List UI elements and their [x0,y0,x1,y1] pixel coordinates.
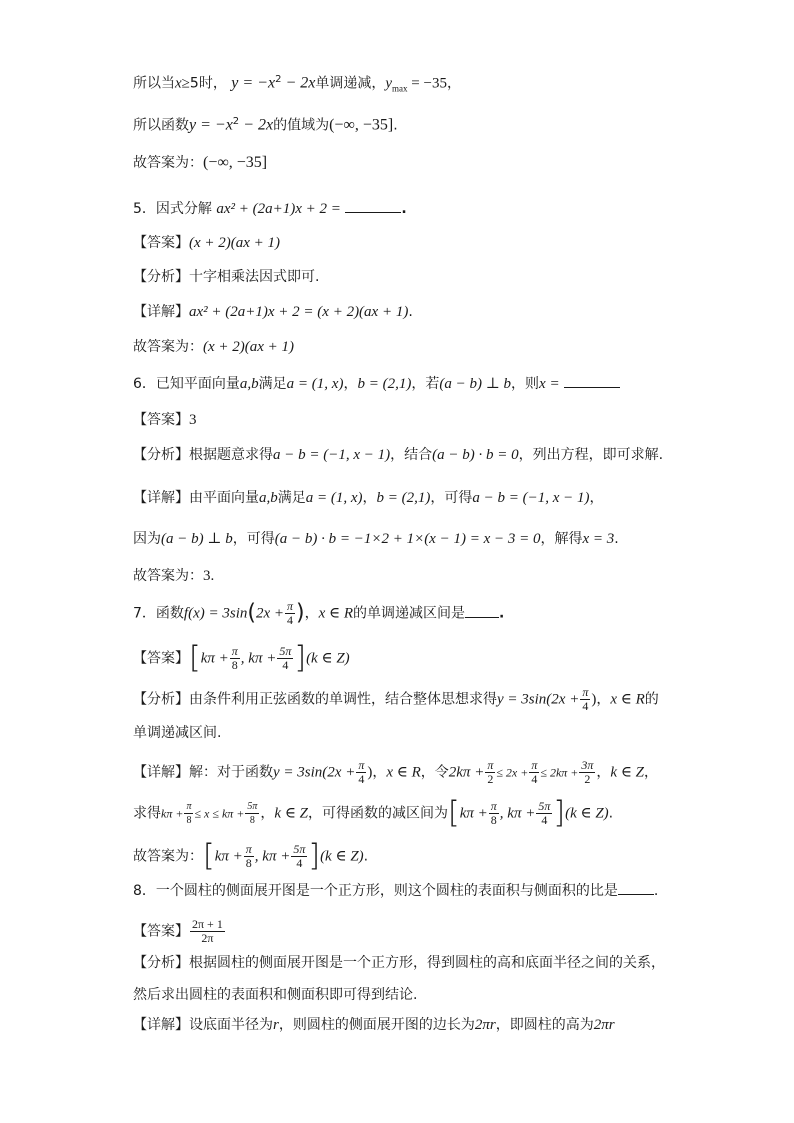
q7-detail [133,759,754,786]
math-expr: kπ + [459,805,488,822]
text: ，则圆柱的侧面展开图的边长为 [278,1017,475,1033]
math-expr: − 2x [281,74,316,92]
detail-tag: 【详解】 [133,1017,189,1033]
text: . [363,848,369,865]
math-expr: b = (2,1) [357,376,412,392]
question-8 [133,880,754,901]
text: ， [372,764,387,781]
q7-final: 故答案为：[kπ + $\frac{\pi}{8}$ , kπ + $\frac{5\pi}{4}$ ](k ∈ Z). [133,838,369,874]
text: 单调递减， [315,75,386,92]
math-expr: 2kπ + [448,764,485,781]
math-expr: − 2x [239,116,274,134]
detail-tag: 【详解】 [133,490,189,506]
answer-tag: 【答案】 [133,235,189,251]
q7-analysis-2 [133,723,754,743]
math-expr: x ∈ R [318,605,354,622]
math-expr: x ∈ R [610,691,645,708]
text: . [608,805,614,822]
math-expr: k ∈ Z [610,764,645,781]
answer-tag: 【答案】 [133,923,189,940]
fraction: $\frac{\pi}{4}$ [358,758,365,786]
math-expr: ax² + (2a+1)x + 2 = (x + 2)(ax + 1) [189,304,409,320]
q5-final [133,337,754,357]
math-expr: a − b = (−1, x − 1) [273,447,391,463]
question-text: 7．函数 [133,605,184,622]
q8-analysis [133,953,754,973]
fraction: $\frac{\pi}{8}$ [186,801,192,826]
text: ， [260,805,275,822]
text: ， [362,490,377,506]
math-expr: (k ∈ Z) [565,805,609,822]
solution-line-monotonic [133,70,754,98]
math-expr: y = −x [231,74,276,92]
math-expr: kπ + [200,650,229,667]
math-expr: (−∞, −35] [329,116,394,134]
text: 所以当 [133,75,175,92]
fraction: $\frac{2\pi + 1}{2\pi}$ [192,917,223,945]
text: ，可得 [232,531,275,547]
fraction: $\frac{\pi}{8}$ [490,799,497,827]
text: 设底面半径为 [189,1017,273,1033]
q6-answer [133,410,754,430]
answer-line [133,153,754,173]
text: 十字相乘法因式即可. [189,269,320,285]
math-expr: , kπ + [240,650,277,667]
analysis-tag: 【分析】 [133,447,189,463]
text: . [408,304,413,320]
text: 的值域为 [273,117,330,134]
math-expr: ≤ x ≤ kπ + [194,806,245,821]
text: 所以函数 [133,117,189,134]
math-expr: a = (1, x) [286,376,344,392]
text: ，解得 [540,531,583,547]
math-expr: a − b = (−1, x − 1) [472,490,590,506]
detail-tag: 【详解】 [133,304,189,320]
text: 的单调递减区间是 [353,605,466,622]
q8-detail [133,1015,754,1035]
math-expr: ≤ 2kπ + [540,765,579,780]
text: ， [304,605,319,622]
math-sub: max [392,83,408,94]
math-var: y [385,75,393,92]
math-expr: 2x + [255,605,284,622]
text: 故答案为： [133,155,203,171]
math-expr: x = 3 [582,531,615,547]
math-expr: a,b [239,376,259,392]
math-op: ≥ [181,75,190,92]
text: ， [644,764,659,781]
question-6 [133,373,754,394]
math-expr: y = −x [189,116,233,134]
text: ， [596,764,611,781]
analysis-tag: 【分析】 [133,269,189,285]
math-expr: ) [591,691,597,708]
text: ，可得 [430,490,473,506]
fraction: $\frac{5\pi}{8}$ [247,801,258,826]
text: 由平面向量 [189,490,259,506]
fraction: $\frac{\pi}{8}$ [245,842,252,870]
fraction: $\frac{\pi}{2}$ [487,758,494,786]
text: 解：对于函数 [189,764,273,781]
math-expr: 2πr [474,1017,496,1033]
question-5 [133,198,754,219]
math-expr: y = 3sin(2x + [497,691,580,708]
math-expr: (x + 2)(ax + 1) [189,235,281,251]
answer-blank [465,603,499,618]
math-expr: kπ + [161,806,184,821]
math-expr: ax² + (2a+1)x + 2 = [216,201,341,217]
text: . [393,117,398,134]
math-expr: 3 [189,412,197,428]
math-exp: 2 [275,74,282,85]
text: 求得 [133,805,161,822]
text: ， [446,75,461,92]
math-expr: a = (1, x) [305,490,363,506]
math-expr: , kπ + [499,805,536,822]
text: ，列出方程，即可求解. [518,447,664,463]
math-expr: ) [367,764,373,781]
text: . [499,605,505,622]
math-exp: 2 [232,116,240,127]
text: . [653,883,659,899]
text: 5时， [189,75,227,92]
text: ，结合 [390,447,433,463]
math-expr: k ∈ Z [274,805,309,822]
math-expr: 2πr [593,1017,615,1033]
fraction: $\frac{5\pi}{4}$ [279,644,292,672]
text: ，可得函数的减区间为 [308,805,449,822]
q6-analysis [133,445,754,465]
text: ，令 [420,764,449,781]
math-expr: 3. [203,568,215,584]
question-text: 8．一个圆柱的侧面展开图是一个正方形，则这个圆柱的表面积与侧面积的比是 [133,883,618,899]
math-expr: (k ∈ Z) [320,848,364,865]
text: 故答案为： [133,568,203,584]
math-expr: kπ + [214,848,243,865]
math-expr: (a − b) ⊥ b [439,376,512,392]
text: 满足 [277,490,306,506]
fraction: $\frac{5\pi}{4}$ [538,799,551,827]
question-text: 6．已知平面向量 [133,376,240,392]
text: 的 [644,691,659,708]
text: 因为 [133,531,161,547]
q8-answer [133,918,754,945]
q5-analysis [133,267,754,287]
q7-answer: 【答案】[kπ + $\frac{\pi}{8}$ , kπ + $\frac{5\pi}{4}$ ](k ∈ Z) [133,640,350,676]
math-expr: (a − b) ⊥ b [161,531,233,547]
fraction: $\frac{\pi}{4}$ [287,599,294,627]
text: ，则 [511,376,540,392]
fraction: $\frac{5\pi}{4}$ [293,842,306,870]
math-expr: (k ∈ Z) [306,650,350,667]
math-expr: (a − b) · b = −1×2 + 1×(x − 1) = x − 3 = 0 [274,531,541,547]
math-expr: (x + 2)(ax + 1) [203,339,295,355]
fraction: $\frac{\pi}{4}$ [582,685,589,713]
fraction: $\frac{\pi}{8}$ [231,644,238,672]
math-var: x [175,75,182,92]
text: 由条件利用正弦函数的单调性，结合整体思想求得 [189,691,497,708]
answer-blank [564,373,620,388]
solution-line-range [133,112,754,136]
math-expr: a,b [259,490,278,506]
math-expr: y = 3sin(2x + [273,764,356,781]
analysis-tag: 【分析】 [133,691,189,708]
answer-blank [345,198,401,213]
q7-analysis [133,686,754,713]
math-expr: (−∞, −35] [203,154,268,171]
q6-final [133,566,754,586]
q5-answer [133,233,754,253]
q6-detail [133,488,754,508]
text: 然后求出圆柱的表面积和侧面积即可得到结论. [133,987,418,1003]
math-expr: b = (2,1) [376,490,431,506]
text: ， [596,691,611,708]
q5-detail [133,302,754,322]
text: ， [343,376,358,392]
math-expr: x = [539,376,560,392]
detail-tag: 【详解】 [133,764,189,781]
text: . [401,201,407,217]
analysis-tag: 【分析】 [133,955,189,971]
fraction: $\frac{\pi}{4}$ [531,758,538,786]
answer-tag: 【答案】 [133,650,189,667]
text: ，若 [411,376,440,392]
text: 根据圆柱的侧面展开图是一个正方形，得到圆柱的高和底面半径之间的关系， [189,955,665,971]
text: ， [589,490,604,506]
math-expr: (a − b) · b = 0 [432,447,519,463]
question-7: 7．函数f(x) = 3sin(2x + $\frac{\pi}{4}$ )，x ∈ R的单调递减区间是 . [133,599,505,627]
q8-analysis-2 [133,985,754,1005]
text: 根据题意求得 [189,447,273,463]
text: . [614,531,619,547]
math-expr: ≤ 2x + [496,765,529,780]
math-expr: , kπ + [254,848,291,865]
math-expr: x ∈ R [386,764,421,781]
question-text: 5．因式分解 [133,201,212,217]
text: 满足 [258,376,287,392]
q7-detail-2: 求得kπ + $\frac{\pi}{8}$ ≤ x ≤ kπ + $\frac{5\pi}{8}$ ，k ∈ Z，可得函数的减区间为[kπ + $\frac{\pi}{8}$ , kπ + $\frac{5\pi}{4}$ ](k ∈ Z). [133,795,614,831]
math-expr: f(x) = 3sin [183,605,248,622]
answer-tag: 【答案】 [133,412,189,428]
text: 故答案为： [133,848,203,865]
fraction: $\frac{3\pi}{2}$ [581,758,594,786]
math-var: r [273,1017,279,1033]
q6-detail-2 [133,529,754,549]
answer-blank [618,880,654,895]
text: 故答案为： [133,339,203,355]
math-expr: = −35 [407,75,447,92]
text: ，即圆柱的高为 [495,1017,594,1033]
text: 单调递减区间. [133,725,222,741]
